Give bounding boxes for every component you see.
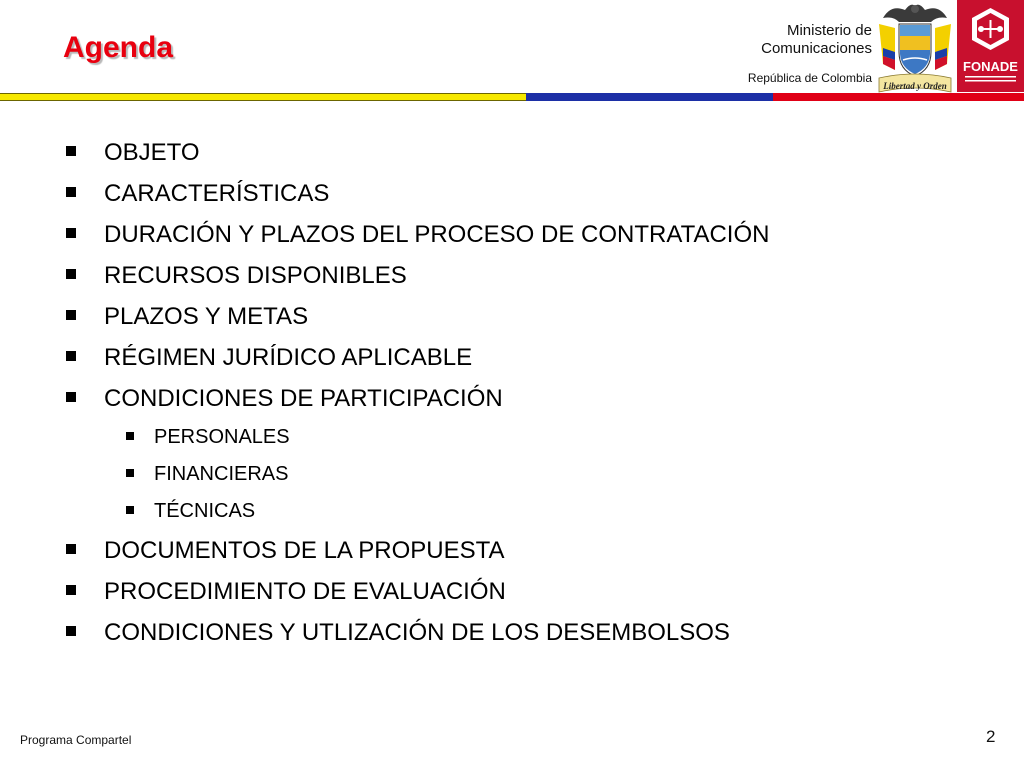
fonade-wordmark: FONADE xyxy=(963,59,1018,74)
square-bullet-icon xyxy=(126,432,134,440)
ministry-name xyxy=(761,22,872,58)
agenda-subitem xyxy=(64,493,769,530)
square-bullet-icon xyxy=(66,392,76,402)
agenda-item xyxy=(64,530,769,571)
agenda-item xyxy=(64,214,769,255)
ministry-line-2: Comunicaciones xyxy=(761,40,872,57)
square-bullet-icon xyxy=(66,228,76,238)
coat-of-arms-logo xyxy=(873,0,957,95)
agenda-item-text: PLAZOS Y METAS xyxy=(104,303,309,330)
agenda-item-text: RECURSOS DISPONIBLES xyxy=(104,262,407,289)
square-bullet-icon xyxy=(66,351,76,361)
square-bullet-icon xyxy=(66,544,76,554)
agenda-subitem-text: FINANCIERAS xyxy=(154,463,289,485)
fonade-emblem-icon xyxy=(957,0,1024,92)
agenda-subitem-text: TÉCNICAS xyxy=(154,500,256,522)
agenda-item-text: PROCEDIMIENTO DE EVALUACIÓN xyxy=(104,578,506,605)
square-bullet-icon xyxy=(66,626,76,636)
square-bullet-icon xyxy=(66,310,76,320)
header-divider-red xyxy=(773,93,1024,101)
agenda-item xyxy=(64,571,769,612)
agenda-item-text: DOCUMENTOS DE LA PROPUESTA xyxy=(104,537,505,564)
agenda-item-text: OBJETO xyxy=(104,139,200,166)
page-number: 2 xyxy=(986,727,996,746)
agenda-item xyxy=(64,132,769,173)
ministry-line-1: Ministerio de xyxy=(786,22,872,39)
agenda-item-text: RÉGIMEN JURÍDICO APLICABLE xyxy=(104,344,473,371)
agenda-item xyxy=(64,173,769,214)
square-bullet-icon xyxy=(126,506,134,514)
agenda-item-text: CONDICIONES DE PARTICIPACIÓN xyxy=(104,385,503,412)
agenda-subitem xyxy=(64,419,769,456)
republic-label: República de Colombia xyxy=(747,71,872,85)
header-divider-blue xyxy=(526,93,773,101)
square-bullet-icon xyxy=(66,146,76,156)
agenda-list xyxy=(64,132,769,653)
agenda-item xyxy=(64,612,769,653)
agenda-item-text: CONDICIONES Y UTLIZACIÓN DE LOS DESEMBOLSOS xyxy=(104,619,730,646)
agenda-item xyxy=(64,296,769,337)
slide-title: Agenda xyxy=(63,31,174,64)
footer-program-name: Programa Compartel xyxy=(20,733,132,747)
agenda-subitem xyxy=(64,456,769,493)
agenda-item-text: DURACIÓN Y PLAZOS DEL PROCESO DE CONTRATACIÓN xyxy=(104,221,770,248)
agenda-item xyxy=(64,378,769,419)
agenda-item xyxy=(64,255,769,296)
agenda-item xyxy=(64,337,769,378)
square-bullet-icon xyxy=(66,269,76,279)
agenda-subitem-text: PERSONALES xyxy=(154,426,290,448)
square-bullet-icon xyxy=(66,585,76,595)
fonade-logo xyxy=(957,0,1024,92)
header-divider-yellow xyxy=(0,93,526,101)
square-bullet-icon xyxy=(66,187,76,197)
coat-of-arms-motto: Libertad y Orden xyxy=(883,81,947,91)
agenda-item-text: CARACTERÍSTICAS xyxy=(104,180,330,207)
square-bullet-icon xyxy=(126,469,134,477)
